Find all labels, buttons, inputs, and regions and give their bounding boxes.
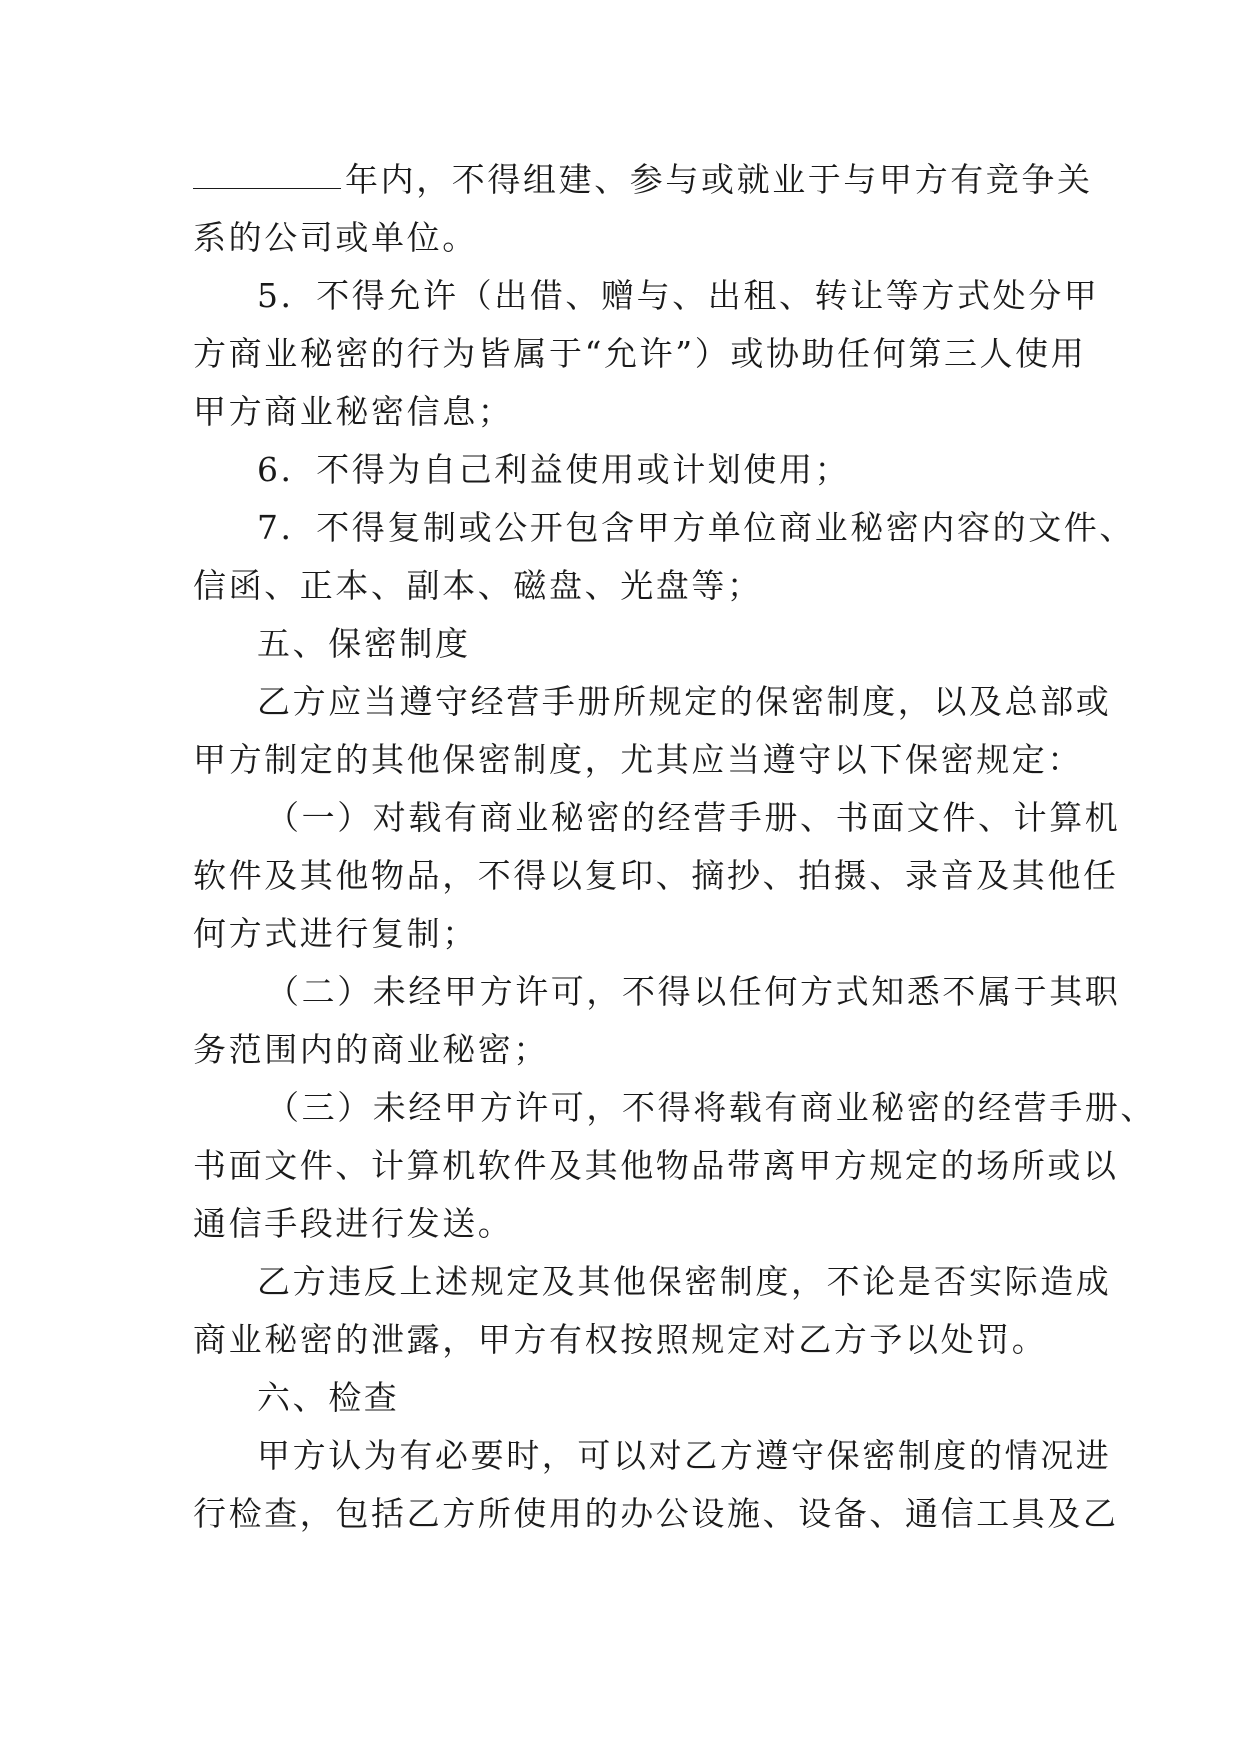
paragraph-line: 方商业秘密的行为皆属于“允许”）或协助任何第三人使用	[193, 334, 1087, 373]
section-heading-five: 五、保密制度	[257, 624, 471, 663]
sub-item-three: （三）未经甲方许可，不得将载有商业秘密的经营手册、	[266, 1088, 1156, 1127]
paragraph-line: 行检查，包括乙方所使用的办公设施、设备、通信工具及乙	[193, 1494, 1119, 1533]
sub-item-two: （二）未经甲方许可，不得以任何方式知悉不属于其职	[266, 972, 1121, 1011]
sub-item-one: （一）对载有商业秘密的经营手册、书面文件、计算机	[266, 798, 1121, 837]
paragraph-line: 软件及其他物品，不得以复印、摘抄、拍摄、录音及其他任	[193, 856, 1119, 895]
paragraph-line: 商业秘密的泄露，甲方有权按照规定对乙方予以处罚。	[193, 1320, 1048, 1359]
fill-in-blank	[193, 160, 341, 189]
list-item-7: 7．不得复制或公开包含甲方单位商业秘密内容的文件、	[257, 508, 1135, 547]
list-item-5: 5．不得允许（出借、赠与、出租、转让等方式处分甲	[257, 276, 1100, 315]
paragraph-line: 年内，不得组建、参与或就业于与甲方有竞争关	[193, 160, 1093, 200]
paragraph-line: 甲方制定的其他保密制度，尤其应当遵守以下保密规定：	[193, 740, 1083, 779]
paragraph-line: 乙方违反上述规定及其他保密制度，不论是否实际造成	[257, 1262, 1112, 1301]
list-item-6: 6．不得为自己利益使用或计划使用；	[257, 450, 851, 489]
paragraph-line: 通信手段进行发送。	[193, 1204, 514, 1243]
paragraph-line: 信函、正本、副本、磁盘、光盘等；	[193, 566, 763, 605]
section-heading-six: 六、检查	[257, 1378, 400, 1417]
paragraph-line: 甲方认为有必要时，可以对乙方遵守保密制度的情况进	[257, 1436, 1112, 1475]
paragraph-line: 乙方应当遵守经营手册所规定的保密制度，以及总部或	[257, 682, 1112, 721]
paragraph-line: 系的公司或单位。	[193, 218, 478, 257]
paragraph-line: 务范围内的商业秘密；	[193, 1030, 549, 1069]
paragraph-line: 甲方商业秘密信息；	[193, 392, 514, 431]
paragraph-line: 何方式进行复制；	[193, 914, 478, 953]
paragraph-line: 书面文件、计算机软件及其他物品带离甲方规定的场所或以	[193, 1146, 1119, 1185]
